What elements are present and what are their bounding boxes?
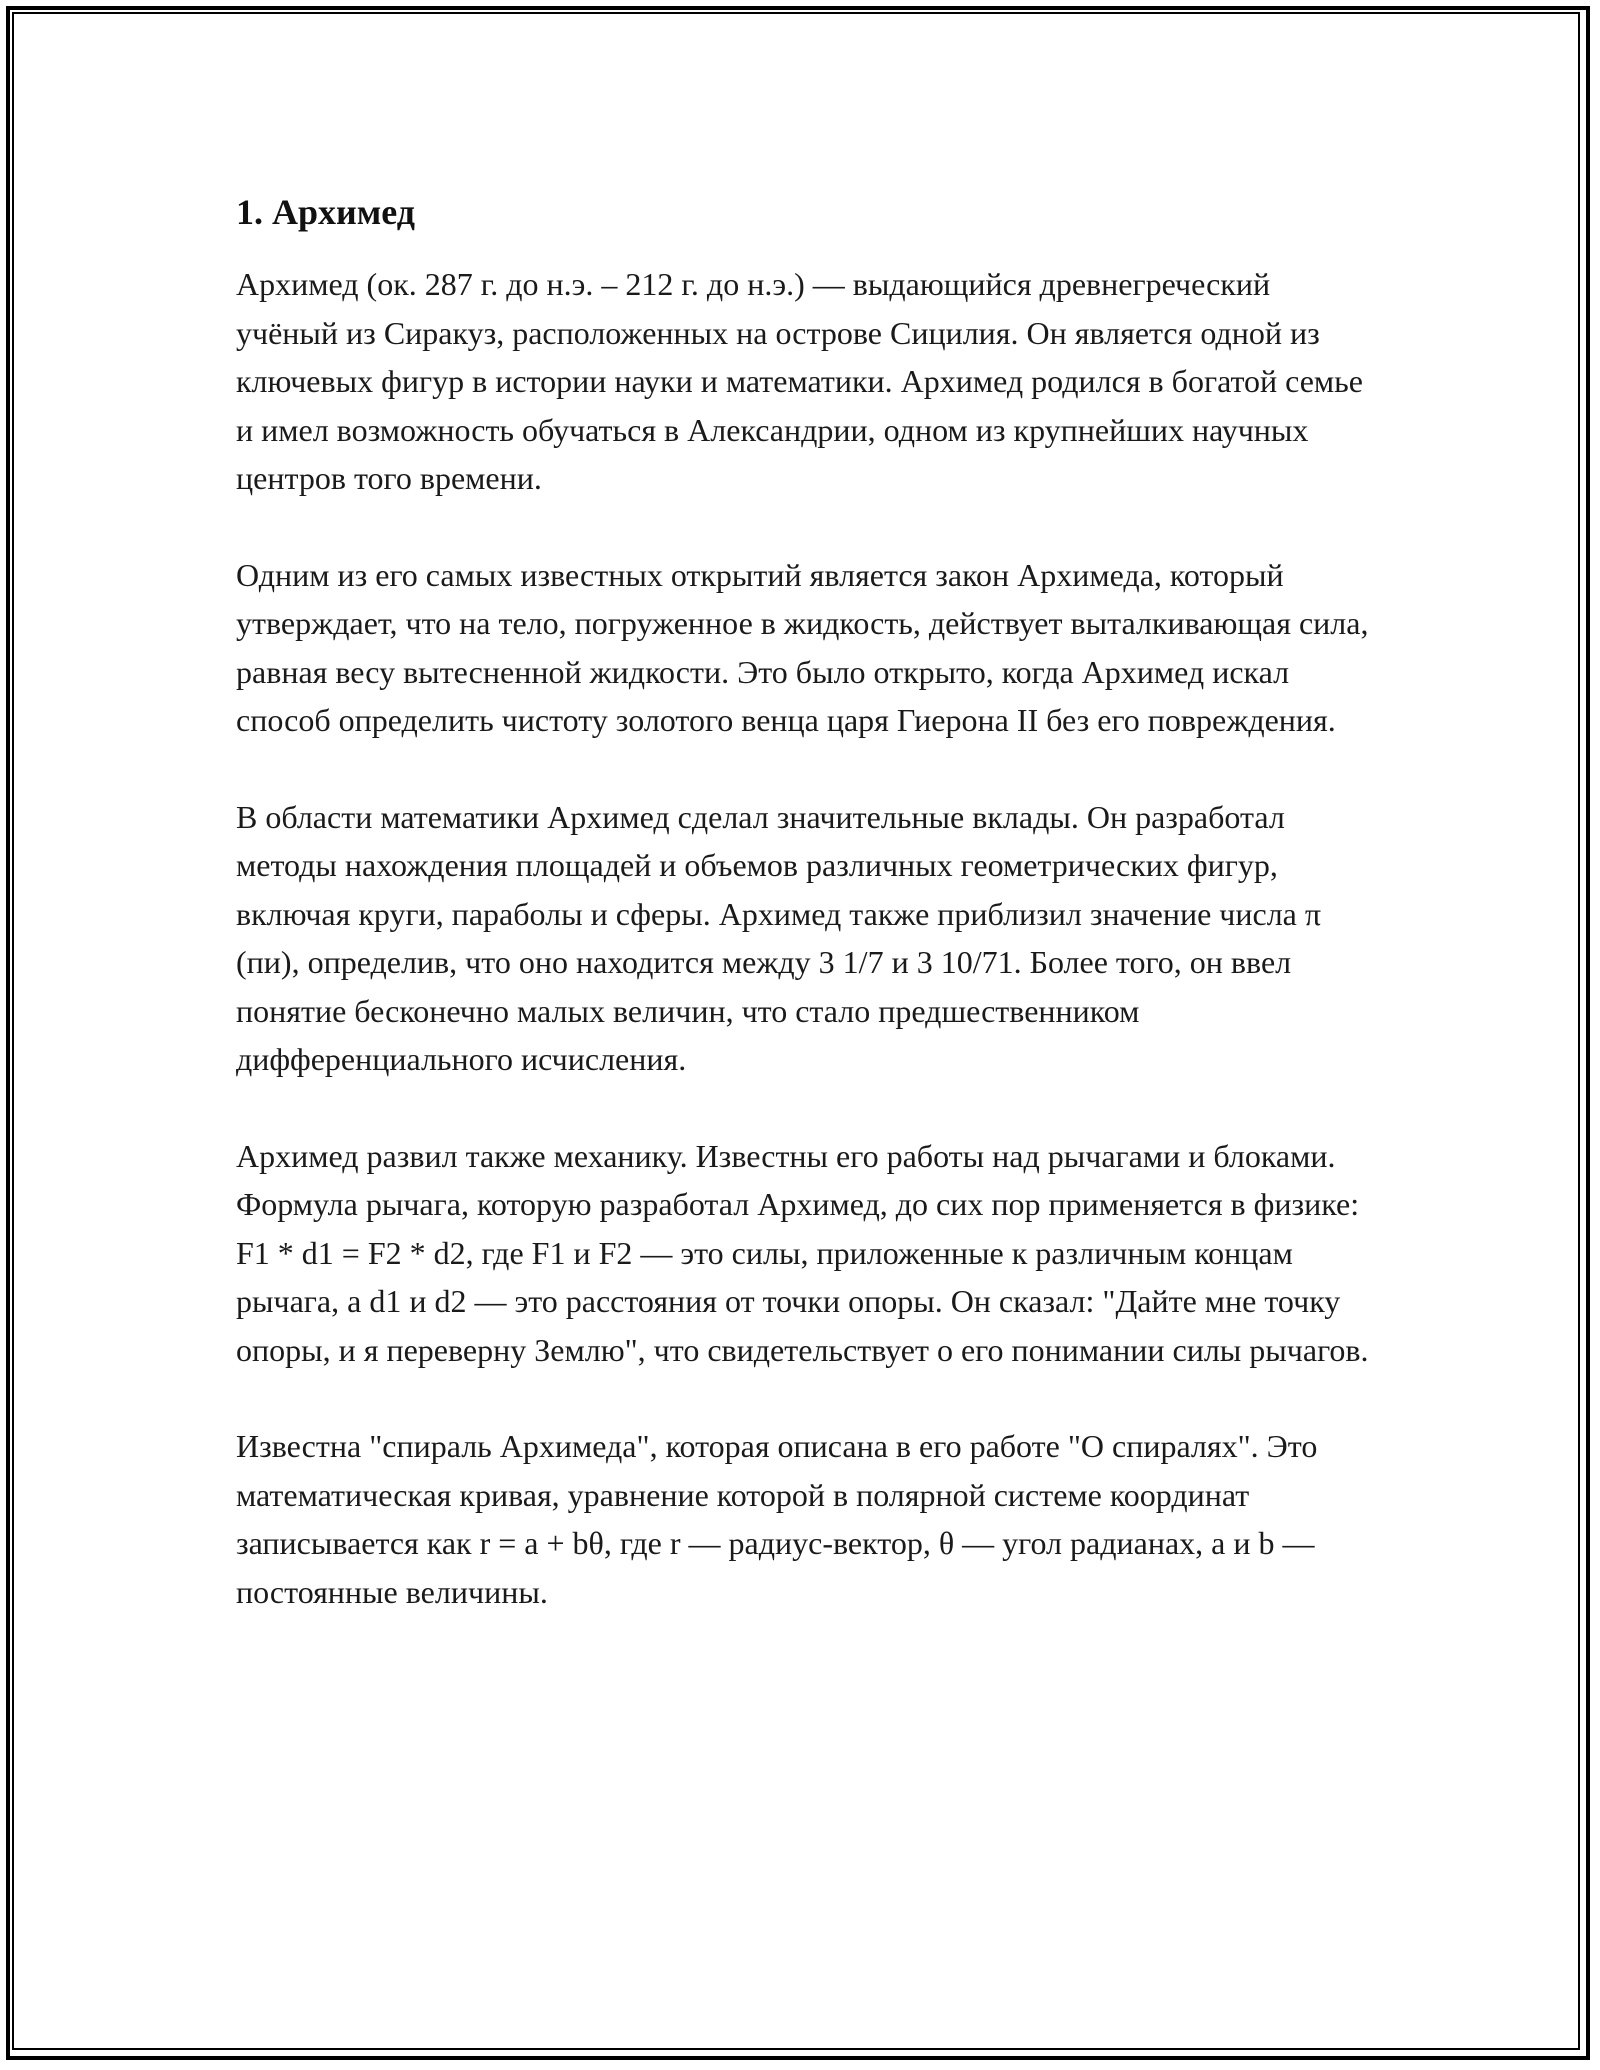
paragraph-mathematics: В области математики Архимед сделал значительные вклады. Он разработал методы нахождения площадей и объемов различных геометрических фигур, включая круги, параболы и сферы. Архимед также приблизил значение числа π (пи), определив, что оно находится между 3 1/7 и 3 10/71. Более того, он ввел понятие бесконечно малых величин, что стало предшественником дифференциального исчисления.: [236, 798, 1322, 1077]
paragraph-archimedes-law: Одним из его самых известных открытий является закон Архимеда, который утверждает, что на тело, погруженное в жидкость, действует выталкивающая сила, равная весу вытесненной жидкости. Это было открыто, когда Архимед искал способ определить чистоту золотого венца царя Гиерона II без его повреждения.: [236, 556, 1369, 738]
paragraph-spiral: Известна "спираль Архимеда", которая описана в его работе "О спиралях". Это математическая кривая, уравнение которой в полярной системе координат записывается как r = a + bθ, где r — радиус-вектор, θ — угол радианах, а и b — постоянные величины.: [236, 1428, 1318, 1610]
section-heading: 1. Архимед: [236, 192, 415, 232]
document-body: [236, 188, 1376, 1664]
paragraph-mechanics: Архимед развил также механику. Известны его работы над рычагами и блоками. Формула рычага, которую разработал Архимед, до сих пор применяется в физике: F1 * d1 = F2 * d2, где F1 и F2 — это силы, приложенные к различным концам рычага, а d1 и d2 — это расстояния от точки опоры. Он сказал: "Дайте мне точку опоры, и я переверну Землю", что свидетельствует о его понимании силы рычагов.: [236, 1137, 1369, 1368]
paragraph-biography: Архимед (ок. 287 г. до н.э. – 212 г. до н.э.) — выдающийся древнегреческий учёный из Сиракуз, расположенных на острове Сицилия. Он является одной из ключевых фигур в истории науки и математики. Архимед родился в богатой семье и имел возможность обучаться в Александрии, одном из крупнейших научных центров того времени.: [236, 266, 1363, 496]
